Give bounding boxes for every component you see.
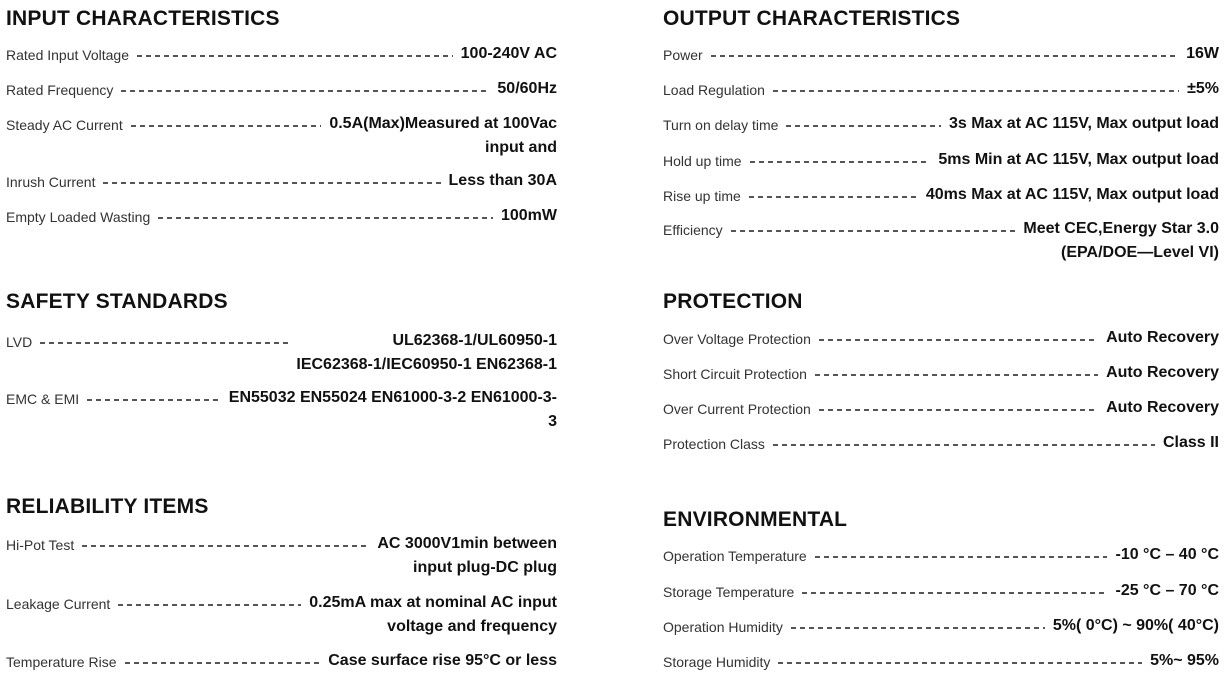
protection-section bbox=[663, 289, 1219, 452]
section-title: PROTECTION bbox=[663, 290, 803, 313]
spec-label: Storage Temperature bbox=[663, 584, 795, 600]
spec-row bbox=[6, 42, 557, 66]
spec-label: Leakage Current bbox=[6, 596, 111, 612]
spec-row bbox=[663, 77, 1219, 101]
spec-row bbox=[663, 543, 1219, 567]
dotted-leader bbox=[773, 90, 1179, 92]
spec-label: Temperature Rise bbox=[6, 654, 117, 670]
spec-label: Protection Class bbox=[663, 436, 765, 452]
section-title: RELIABILITY ITEMS bbox=[6, 495, 209, 518]
spec-value: 3s Max at AC 115V, Max output load bbox=[948, 115, 1219, 132]
spec-value: 0.5A(Max)Measured at 100Vac input and bbox=[329, 115, 557, 156]
input-characteristics-section bbox=[6, 6, 557, 225]
spec-value: -25 °C – 70 °C bbox=[1115, 582, 1219, 599]
spec-value: 40ms Max at AC 115V, Max output load bbox=[925, 186, 1219, 203]
dotted-leader bbox=[802, 592, 1107, 594]
spec-label: Rise up time bbox=[663, 188, 741, 204]
spec-value: Auto Recovery bbox=[1106, 329, 1219, 346]
spec-value: ±5% bbox=[1187, 80, 1219, 97]
dotted-leader bbox=[791, 627, 1045, 629]
spec-row bbox=[6, 649, 557, 673]
spec-value: UL62368-1/UL60950-1 IEC62368-1/IEC60950-1 EN62368-1 bbox=[296, 332, 557, 373]
dotted-leader bbox=[711, 55, 1178, 57]
dotted-leader bbox=[118, 604, 301, 606]
spec-row bbox=[663, 649, 1219, 673]
spec-row bbox=[663, 614, 1219, 638]
spec-row bbox=[663, 148, 1219, 172]
spec-value: AC 3000V1min between input plug-DC plug bbox=[377, 535, 557, 576]
spec-label: Over Current Protection bbox=[663, 401, 811, 417]
spec-row bbox=[6, 386, 557, 434]
spec-row bbox=[663, 217, 1219, 265]
spec-value: Less than 30A bbox=[448, 172, 557, 189]
spec-value: -10 °C – 40 °C bbox=[1115, 546, 1219, 563]
section-title: ENVIRONMENTAL bbox=[663, 508, 848, 531]
spec-row bbox=[663, 326, 1219, 350]
section-title: SAFETY STANDARDS bbox=[6, 290, 228, 313]
spec-row bbox=[663, 396, 1219, 420]
safety-standards-section bbox=[6, 289, 557, 430]
spec-label: Operation Temperature bbox=[663, 548, 807, 564]
spec-row bbox=[6, 591, 557, 639]
spec-value: 0.25mA max at nominal AC input voltage and frequency bbox=[309, 594, 557, 635]
spec-label: EMC & EMI bbox=[6, 391, 80, 407]
spec-value: Auto Recovery bbox=[1106, 364, 1219, 381]
dotted-leader bbox=[773, 444, 1155, 446]
spec-label: Short Circuit Protection bbox=[663, 366, 807, 382]
spec-value: Meet CEC,Energy Star 3.0 (EPA/DOE—Level VI) bbox=[1023, 220, 1219, 261]
spec-label: Turn on delay time bbox=[663, 117, 779, 133]
dotted-leader bbox=[125, 662, 321, 664]
section-title: INPUT CHARACTERISTICS bbox=[6, 7, 280, 30]
spec-value: 16W bbox=[1186, 45, 1219, 62]
spec-label: Inrush Current bbox=[6, 174, 96, 190]
spec-row bbox=[6, 532, 557, 580]
dotted-leader bbox=[40, 342, 288, 344]
dotted-leader bbox=[750, 161, 931, 163]
spec-value: Class II bbox=[1162, 434, 1219, 451]
spec-row bbox=[6, 329, 557, 377]
spec-value: 5%( 0°C) ~ 90%( 40°C) bbox=[1052, 617, 1219, 634]
spec-label: Power bbox=[663, 47, 703, 63]
dotted-leader bbox=[778, 662, 1142, 664]
spec-row bbox=[6, 169, 557, 193]
spec-value: 100mW bbox=[500, 207, 557, 224]
dotted-leader bbox=[103, 182, 440, 184]
spec-value: Auto Recovery bbox=[1106, 399, 1219, 416]
dotted-leader bbox=[749, 196, 918, 198]
spec-label: Load Regulation bbox=[663, 82, 765, 98]
spec-label: Efficiency bbox=[663, 222, 723, 238]
spec-row bbox=[6, 77, 557, 101]
spec-label: Hi-Pot Test bbox=[6, 537, 75, 553]
dotted-leader bbox=[815, 556, 1108, 558]
spec-row bbox=[663, 579, 1219, 603]
spec-row bbox=[6, 112, 557, 160]
spec-label: Operation Humidity bbox=[663, 619, 783, 635]
spec-value: 5%~ 95% bbox=[1150, 652, 1219, 669]
dotted-leader bbox=[786, 125, 941, 127]
spec-row bbox=[663, 431, 1219, 455]
spec-label: Steady AC Current bbox=[6, 117, 123, 133]
reliability-items-section bbox=[6, 494, 557, 670]
spec-label: Storage Humidity bbox=[663, 654, 771, 670]
spec-label: LVD bbox=[6, 334, 33, 350]
spec-row bbox=[663, 361, 1219, 385]
spec-label: Over Voltage Protection bbox=[663, 331, 811, 347]
dotted-leader bbox=[121, 90, 489, 92]
spec-label: Hold up time bbox=[663, 153, 742, 169]
dotted-leader bbox=[131, 125, 322, 127]
spec-value: 5ms Min at AC 115V, Max output load bbox=[938, 151, 1219, 168]
spec-row bbox=[6, 204, 557, 228]
spec-row bbox=[663, 183, 1219, 207]
spec-label: Rated Input Voltage bbox=[6, 47, 129, 63]
dotted-leader bbox=[731, 230, 1016, 232]
dotted-leader bbox=[137, 55, 453, 57]
spec-value: Case surface rise 95°C or less bbox=[328, 652, 557, 669]
spec-row bbox=[663, 112, 1219, 136]
dotted-leader bbox=[82, 545, 369, 547]
spec-value: 50/60Hz bbox=[497, 80, 557, 97]
dotted-leader bbox=[819, 409, 1098, 411]
spec-label: Empty Loaded Wasting bbox=[6, 209, 151, 225]
spec-row bbox=[663, 42, 1219, 66]
section-title: OUTPUT CHARACTERISTICS bbox=[663, 7, 961, 30]
spec-value: EN55032 EN55024 EN61000-3-2 EN61000-3-3 bbox=[228, 389, 557, 430]
dotted-leader bbox=[87, 399, 219, 401]
dotted-leader bbox=[819, 339, 1098, 341]
output-characteristics-section bbox=[663, 6, 1219, 261]
spec-label: Rated Frequency bbox=[6, 82, 114, 98]
environmental-section bbox=[663, 507, 1219, 670]
dotted-leader bbox=[158, 217, 493, 219]
spec-value: 100-240V AC bbox=[460, 45, 557, 62]
dotted-leader bbox=[815, 374, 1098, 376]
